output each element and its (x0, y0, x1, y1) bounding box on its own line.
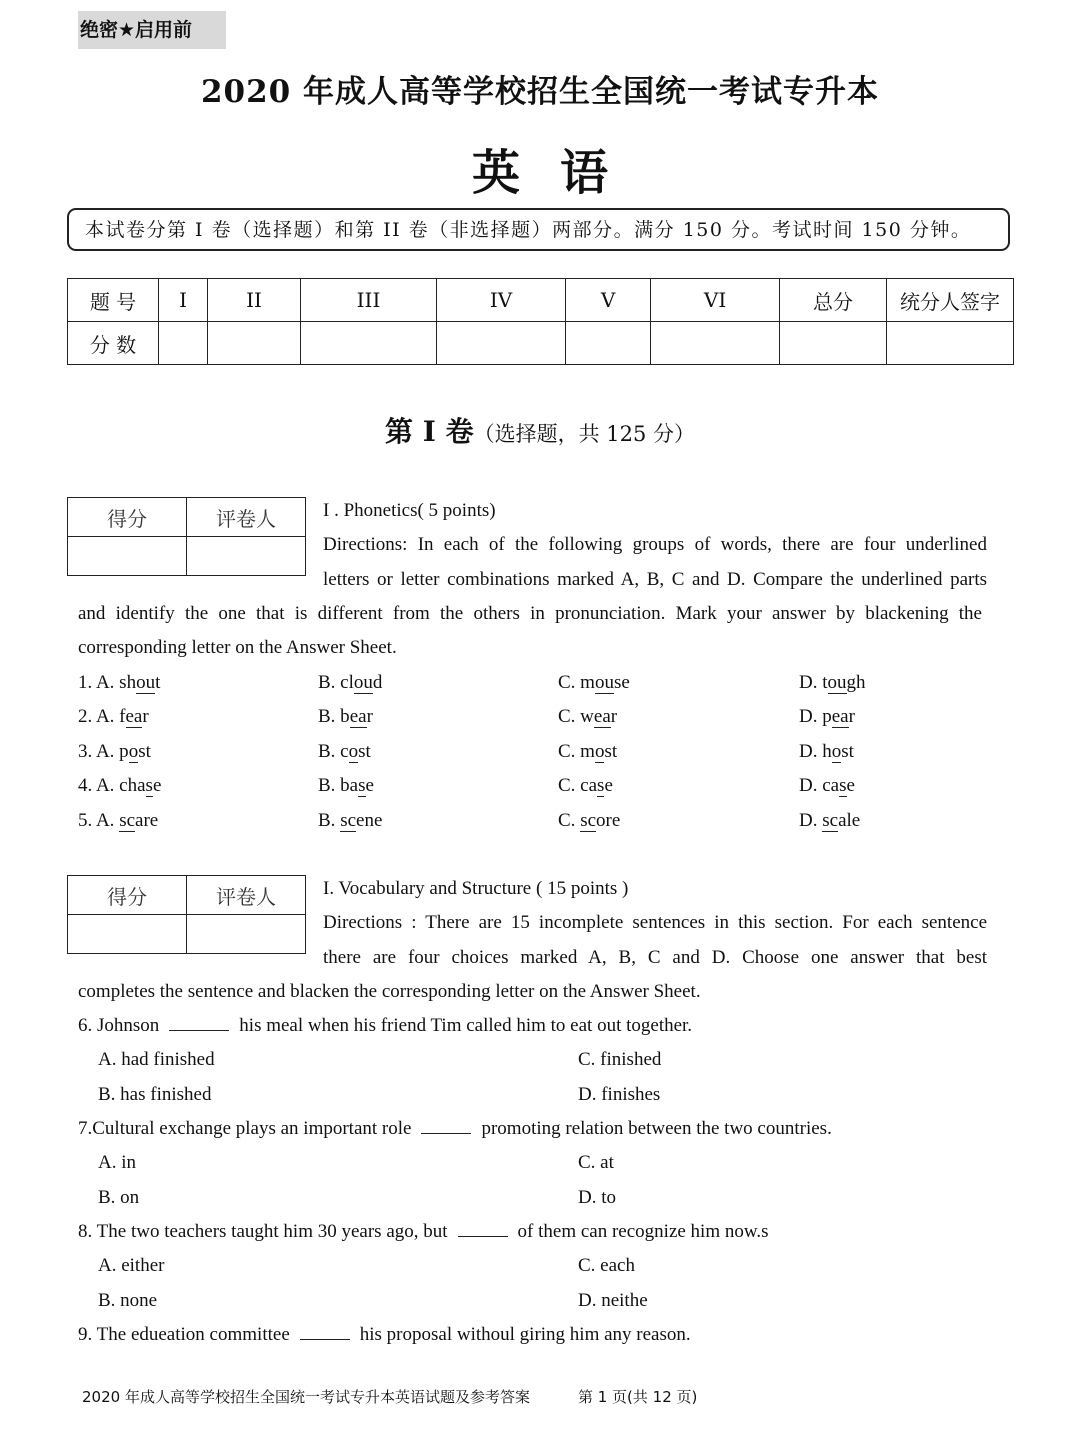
option-b[interactable]: B. cost (318, 740, 371, 762)
option-a[interactable]: 5. A. scare (78, 809, 159, 831)
grader-name-label: 评卷人 (187, 498, 306, 537)
answer-blank[interactable] (169, 1012, 229, 1031)
option-b[interactable]: B. bear (318, 706, 373, 728)
question-row (0, 700, 1080, 734)
exam-title: 2020 年成人高等学校招生全国统一考试专升本 (200, 74, 880, 110)
score-header-cell: II (208, 279, 301, 322)
question-row (0, 769, 1080, 803)
question-stem: 9. The edueation committee his proposal withoul giring him any reason. (78, 1318, 691, 1352)
option-a[interactable]: 3. A. post (78, 740, 151, 762)
part-subtitle: （选择题，共 125 分） (473, 422, 696, 446)
score-header-cell: 统分人签字 (887, 279, 1014, 322)
option-d[interactable]: D. to (578, 1187, 616, 1208)
option-d[interactable]: D. tough (799, 672, 866, 693)
phonetics-questions (0, 666, 1080, 838)
grader-name-cell[interactable] (187, 537, 306, 576)
score-input-cell[interactable] (651, 322, 780, 365)
score-input-cell[interactable] (208, 322, 301, 365)
confidential-label: 绝密★启用前 (78, 11, 226, 49)
option-c[interactable]: C. case (558, 775, 613, 797)
option-d[interactable]: D. host (799, 740, 854, 762)
part-title: 第 I 卷 (384, 415, 474, 448)
grader-score-cell[interactable] (68, 537, 187, 576)
score-table (67, 278, 1014, 365)
option-c[interactable]: C. mouse (558, 672, 630, 693)
question-row (0, 666, 1080, 700)
option-b[interactable]: B. base (318, 775, 374, 797)
option-d[interactable]: D. neithe (578, 1290, 648, 1311)
score-header-cell: IV (437, 279, 566, 322)
score-header-cell: III (300, 279, 436, 322)
option-b[interactable]: B. scene (318, 809, 383, 831)
section-directions-line: there are four choices marked A, B, C and D. Choose one answer that best (323, 947, 987, 968)
option-a[interactable]: 2. A. fear (78, 706, 149, 728)
option-a[interactable]: A. had finished (98, 1049, 215, 1070)
score-input-cell[interactable] (780, 322, 887, 365)
question-stem: 8. The two teachers taught him 30 years ago, but of them can recognize him now.s (78, 1215, 769, 1249)
option-d[interactable]: D. finishes (578, 1084, 661, 1105)
section-directions-line: corresponding letter on the Answer Sheet. (78, 637, 397, 658)
answer-blank[interactable] (300, 1321, 350, 1340)
answer-blank[interactable] (421, 1115, 471, 1134)
option-a[interactable]: A. either (98, 1255, 165, 1276)
option-b[interactable]: B. on (98, 1187, 140, 1208)
grader-name-label: 评卷人 (187, 876, 306, 915)
grader-score-label: 得分 (68, 876, 187, 915)
part-heading (0, 410, 1080, 450)
option-a[interactable]: 4. A. chase (78, 775, 162, 797)
option-d[interactable]: D. pear (799, 706, 855, 728)
answer-blank[interactable] (458, 1218, 508, 1237)
section-directions-line: and identify the one that is different from the others in pronunciation. Mark your answer by blackening the (78, 603, 982, 624)
score-input-cell[interactable] (565, 322, 650, 365)
question-row (0, 804, 1080, 838)
question-row (0, 735, 1080, 769)
score-header-cell: I (159, 279, 208, 322)
option-a[interactable]: A. in (98, 1152, 136, 1173)
option-b[interactable]: B. cloud (318, 672, 383, 693)
section-directions-line: letters or letter combinations marked A, B, C and D. Compare the underlined parts (323, 569, 987, 590)
option-b[interactable]: B. none (98, 1290, 158, 1311)
page-footer (82, 1386, 697, 1407)
score-table-value-row (68, 322, 1014, 365)
question-stem: 6. Johnson his meal when his friend Tim called him to eat out together. (78, 1009, 692, 1043)
score-input-cell[interactable] (159, 322, 208, 365)
score-header-cell: V (565, 279, 650, 322)
section-directions-line: completes the sentence and blacken the corresponding letter on the Answer Sheet. (78, 981, 701, 1002)
page-number: 第 1 页(共 12 页) (577, 1388, 698, 1406)
grader-score-label: 得分 (68, 498, 187, 537)
grader-box (67, 497, 306, 576)
section-heading: I . Phonetics( 5 points) (323, 500, 496, 521)
section-directions-line: Directions: In each of the following groups of words, there are four underlined (323, 534, 987, 555)
question-stem: 7.Cultural exchange plays an important role promoting relation between the two countries. (78, 1112, 832, 1146)
option-c[interactable]: C. each (578, 1255, 635, 1276)
score-input-cell[interactable] (887, 322, 1014, 365)
option-d[interactable]: D. scale (799, 809, 861, 831)
exam-notice: 本试卷分第 I 卷（选择题）和第 II 卷（非选择题）两部分。满分 150 分。考试时间 150 分钟。 (67, 208, 1010, 251)
score-header-cell: VI (651, 279, 780, 322)
option-c[interactable]: C. most (558, 740, 618, 762)
option-d[interactable]: D. case (799, 775, 855, 797)
score-input-cell[interactable] (437, 322, 566, 365)
option-b[interactable]: B. has finished (98, 1084, 212, 1105)
option-a[interactable]: 1. A. shout (78, 672, 161, 693)
grader-score-cell[interactable] (68, 915, 187, 954)
option-c[interactable]: C. wear (558, 706, 618, 728)
score-header-cell: 题 号 (68, 279, 159, 322)
footer-title: 2020 年成人高等学校招生全国统一考试专升本英语试题及参考答案 (82, 1388, 530, 1406)
subject-title: 英语 (471, 145, 648, 201)
section-heading: I. Vocabulary and Structure ( 15 points ) (323, 878, 629, 899)
grader-box (67, 875, 306, 954)
score-input-cell[interactable] (300, 322, 436, 365)
option-c[interactable]: C. score (558, 809, 621, 831)
score-row-label: 分 数 (68, 322, 159, 365)
grader-name-cell[interactable] (187, 915, 306, 954)
score-table-header-row (68, 279, 1014, 322)
option-c[interactable]: C. finished (578, 1049, 662, 1070)
section-directions-line: Directions : There are 15 incomplete sentences in this section. For each sentence (323, 912, 987, 933)
score-header-cell: 总分 (780, 279, 887, 322)
option-c[interactable]: C. at (578, 1152, 614, 1173)
